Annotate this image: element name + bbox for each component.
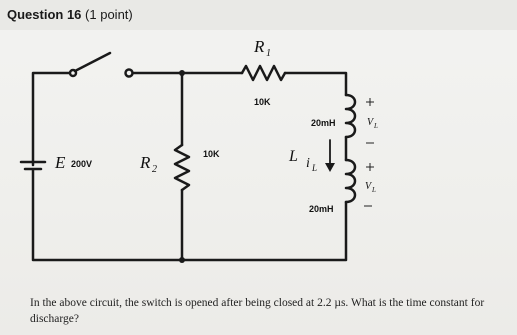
r2-subscript: 2 — [152, 164, 157, 175]
r2-label: R — [140, 153, 151, 172]
switch-contact — [126, 70, 133, 77]
r1-value: 10K — [254, 97, 271, 107]
r1-subscript: 1 — [266, 48, 271, 59]
junction-bottom — [179, 257, 185, 263]
inductor-bottom — [346, 160, 355, 202]
r1-label: R — [254, 37, 265, 56]
resistor-r2 — [175, 145, 189, 190]
vl-top-plus-mark — [366, 98, 374, 106]
question-text: In the above circuit, the switch is opened after being closed at 2.2 µs. What is the time constant for discharge? — [30, 297, 485, 325]
current-label: i — [306, 156, 310, 171]
r2-value: 10K — [203, 149, 220, 159]
wire-bottom — [33, 170, 346, 260]
vl-bottom-subscript: L — [372, 186, 376, 194]
junction-top — [179, 70, 185, 76]
source-e-label: E — [55, 153, 66, 172]
wire-top-right — [285, 73, 346, 95]
vl-top-subscript: L — [374, 122, 378, 130]
switch-blade — [75, 53, 110, 71]
current-arrow-head — [325, 163, 335, 172]
vl-bottom-label: V — [365, 181, 372, 192]
inductor-symbol: L — [289, 148, 298, 165]
inductor-bottom-value: 20mH — [309, 204, 334, 214]
inductor-top-value: 20mH — [311, 118, 336, 128]
current-subscript: L — [312, 163, 318, 173]
source-value: 200V — [71, 159, 93, 169]
vl-bottom-plus-mark — [366, 163, 374, 171]
resistor-r1 — [242, 66, 285, 80]
inductor-top — [346, 95, 355, 137]
question-points: (1 point) — [85, 7, 133, 22]
vl-top-label: V — [367, 117, 374, 128]
wire-left-top — [33, 73, 70, 165]
question-number: Question 16 — [7, 7, 82, 22]
